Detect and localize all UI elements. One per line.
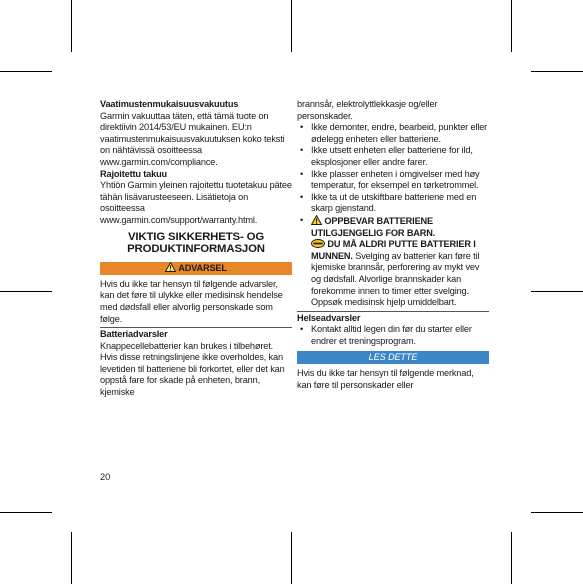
warranty-heading: Rajoitettu takuu [100,168,168,179]
health-heading: Helseadvarsler [297,312,361,323]
warranty-link[interactable]: www.garmin.com/support/warranty.html [100,214,255,225]
warning-label: ADVARSEL [178,262,227,273]
health-bullet-list [297,324,489,347]
right-column [297,99,489,392]
crop-mark [531,291,583,292]
no-mouth-body: Svelging av batterier kan føre til kjemiske brannsår, perforering av mykt vev og dødsfall. Alvorlige brannskader kan forekomme innen to timer etter svelging. Oppsøk medisinsk hjelp umiddelbart. [311,250,480,308]
list-item: • Ikke utsett enheten eller batteriene for ild, eksplosjoner eller andre farer. [300,145,473,167]
battery-heading: Batteriadvarsler [100,329,168,340]
notice-banner [297,351,489,364]
continued-text: brannsår, elektrolyttlekkasje og/eller personskader. [297,99,438,121]
crop-mark [291,0,292,52]
no-mouth-icon [311,239,325,248]
left-column [100,99,292,399]
keep-away-warning: OPPBEVAR BATTERIENE UTILGJENGELIG FOR BARN. [311,215,436,238]
list-item: • OPPBEVAR BATTERIENE UTILGJENGELIG FOR BARN. DU MÅ ALDRI PUTTE BATTERIER I MUNNEN. Svelging av batterier kan føre til kjemiske brannsår, perforering av mykt vev og dødsfall. Alvorlige brannskader kan forekomme innen to timer etter svelging. Oppsøk medisinsk hjelp umiddelbart. [300,214,480,308]
notice-body: Hvis du ikke tar hensyn til følgende merknad, kan føre til personskader eller [297,368,474,391]
declaration-body: Garmin vakuuttaa täten, että tämä tuote on direktiivin 2014/53/EU mukainen. EU:n vaatimustenmukaisuusvakuutuksen koko teksti on nähtävissä osoitteessa www.garmin.com/compliance. [100,110,285,167]
crop-mark [0,291,52,292]
declaration-heading: Vaatimustenmukaisuusvakuutus [100,99,239,109]
compliance-link[interactable]: www.garmin.com/compliance [100,156,216,167]
safety-info-heading: VIKTIG SIKKERHETS- OG PRODUKTINFORMASJON [127,230,265,256]
divider [100,327,292,328]
list-item: • Ikke demonter, endre, bearbeid, punkter eller ødelegg enheten eller batteriene. [300,122,488,144]
crop-mark [531,512,583,513]
battery-paragraph-2: Hvis disse retningslinjene ikke overholdes, kan levetiden til batteriene bli forkortet, eller det kan oppstå fare for skade på enheten, brann, kjemiske [100,352,285,398]
warning-triangle-icon [165,262,176,272]
warranty-body: Yhtiön Garmin yleinen rajoitettu tuotetakuu pätee tähän lisävarusteeseen. Lisätietoja on osoitteessa www.garmin.com/support/warranty.html. [100,180,292,225]
battery-paragraph-1: Knappecellebatterier kan brukes i tilbehøret. [100,340,274,351]
crop-mark [511,532,512,584]
divider [297,311,489,312]
warning-body: Hvis du ikke tar hensyn til følgende advarsler, kan det føre til ulykke eller medisinsk hendelse med dødsfall eller alvorlig personskade som følge. [100,278,283,324]
list-item: • Ikke plasser enheten i omgivelser med høy temperatur, for eksempel en tørketrommel. [300,168,480,191]
crop-mark [291,532,292,584]
crop-mark [511,0,512,52]
crop-mark [71,0,72,52]
page-number: 20 [100,472,111,482]
list-item: • Ikke ta ut de utskiftbare batteriene med en skarp gjenstand. [300,191,477,214]
warning-triangle-icon [311,215,322,225]
battery-bullet-list [297,122,489,309]
list-item: • Kontakt alltid legen din før du starter eller endrer et treningsprogram. [300,324,472,346]
notice-label: LES DETTE [368,352,418,363]
crop-mark [531,71,583,72]
crop-mark [71,532,72,584]
crop-mark [0,71,52,72]
warning-banner [100,262,292,275]
crop-mark [0,512,52,513]
no-mouth-warning: DU MÅ ALDRI PUTTE BATTERIER I MUNNEN. [311,239,476,261]
